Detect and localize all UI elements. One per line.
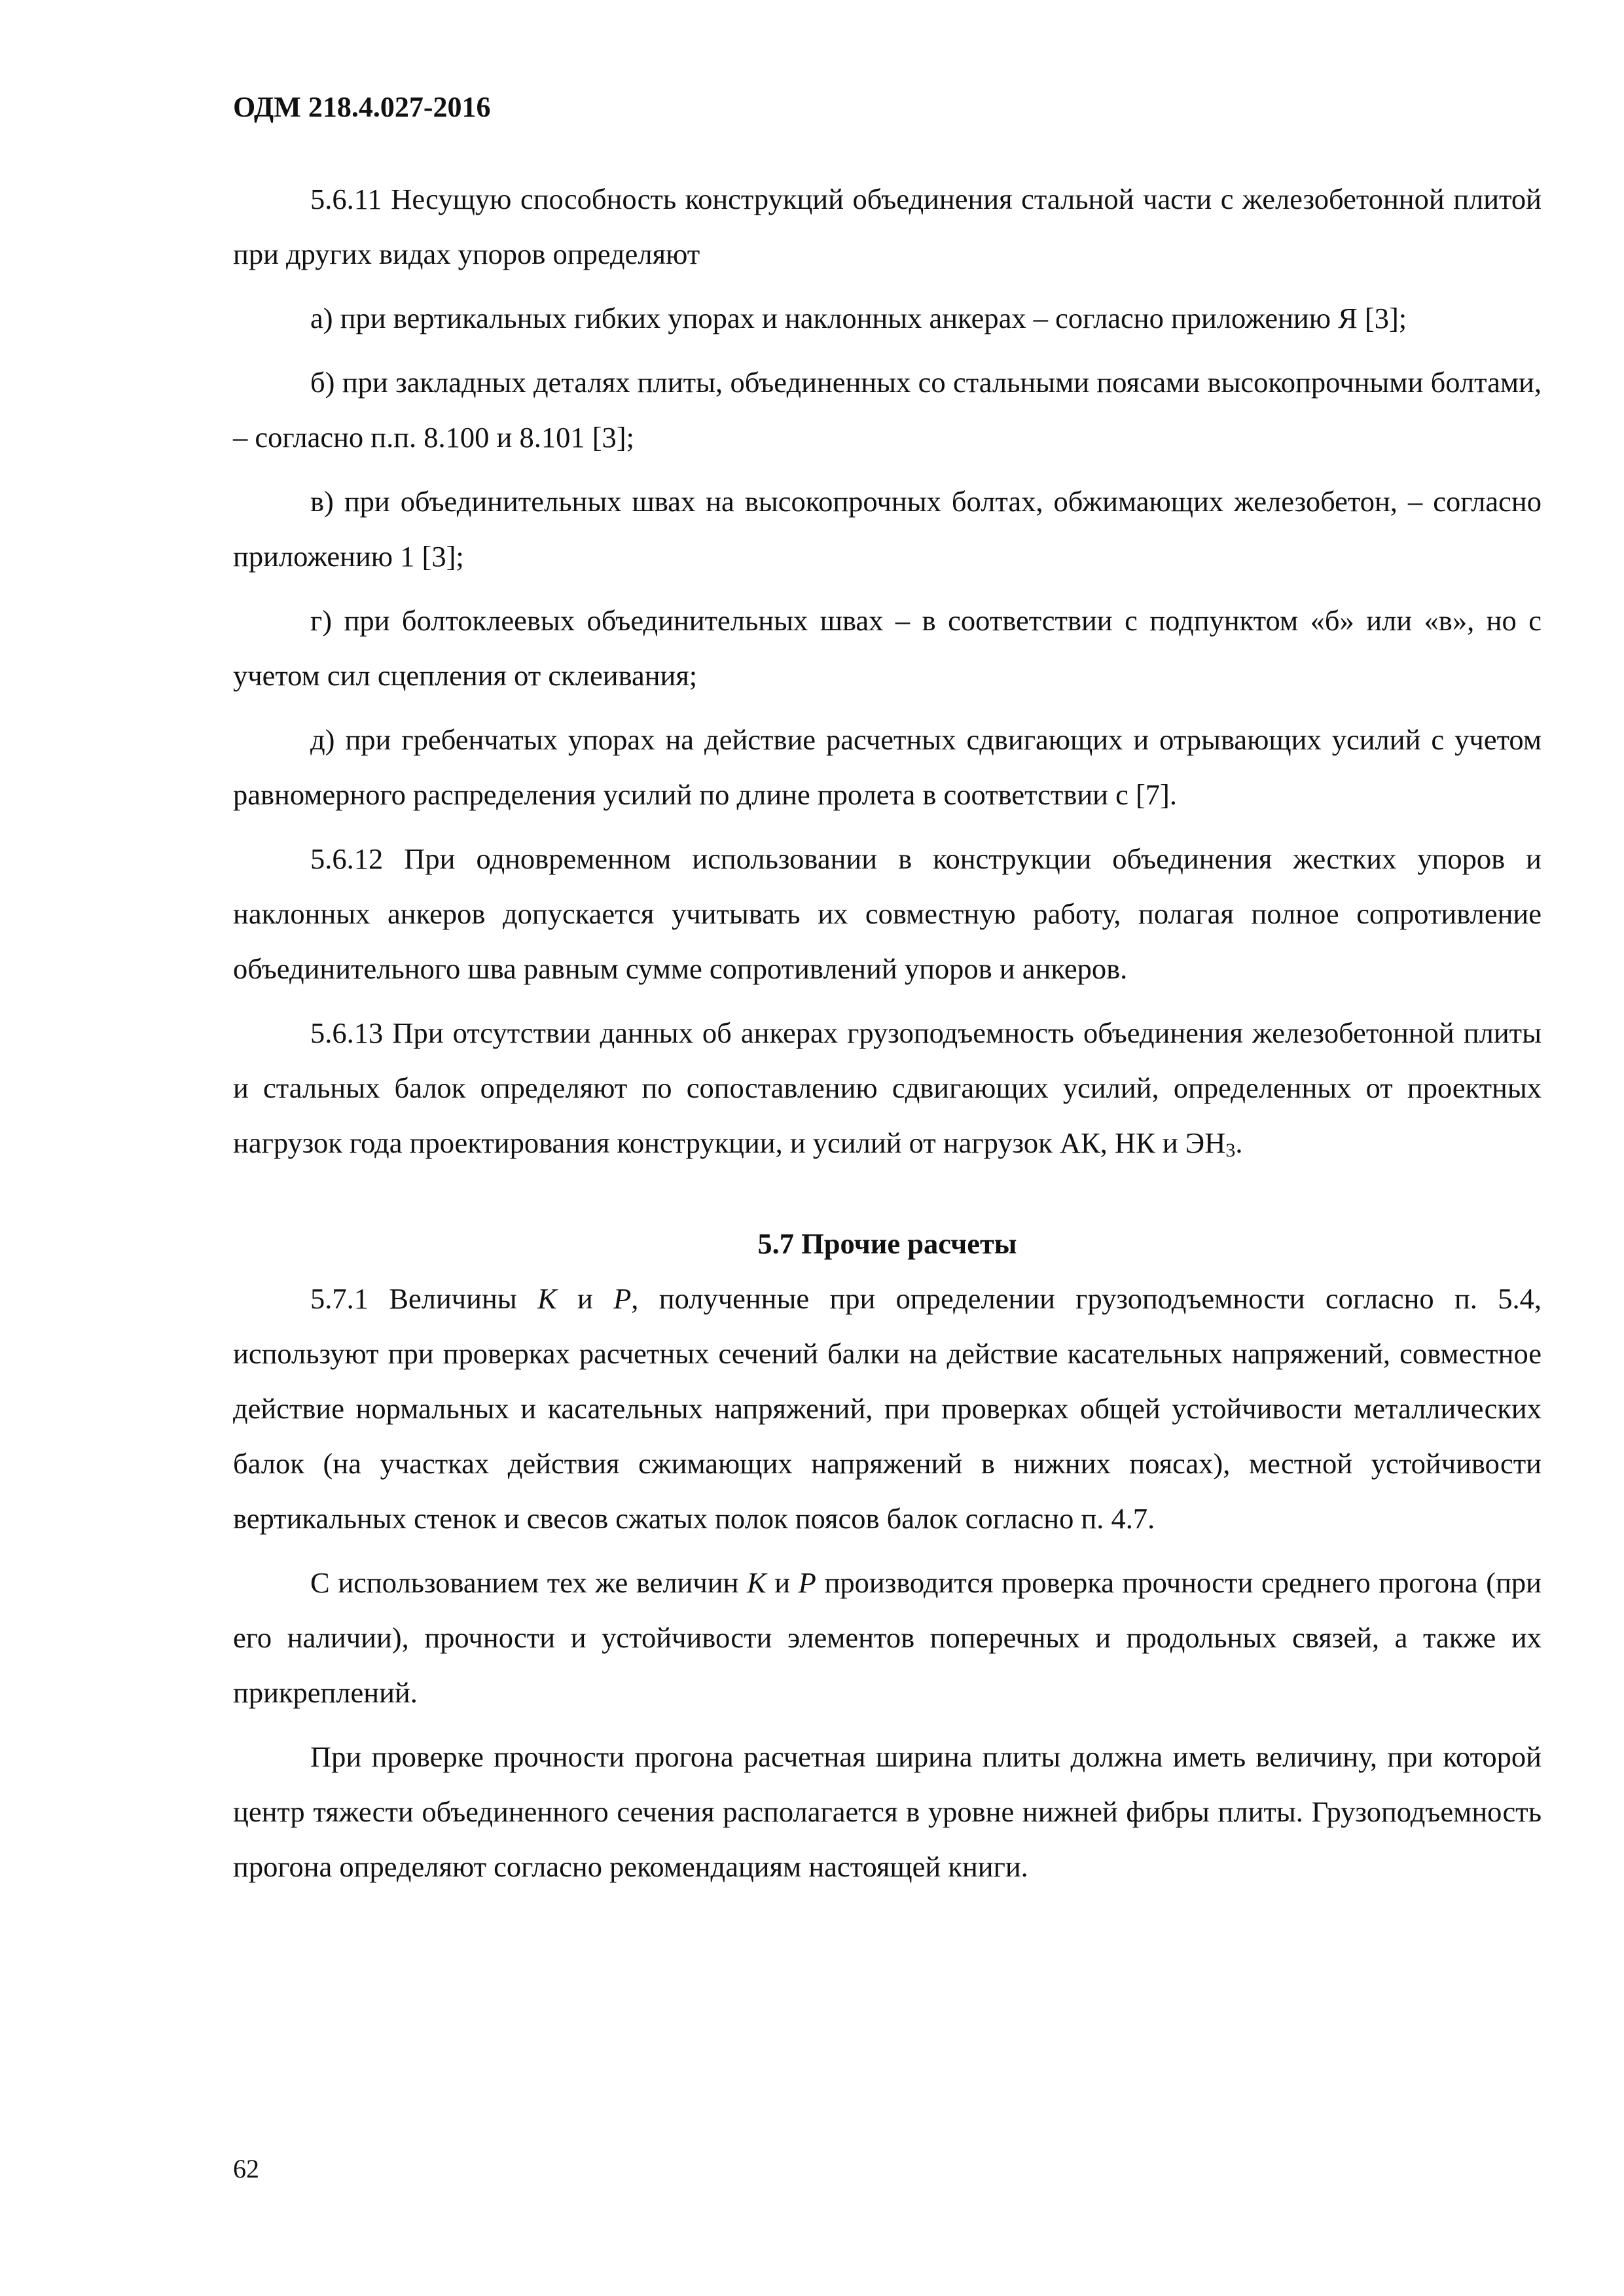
paragraph-5-7-1	[233, 1271, 1542, 1546]
paragraph-5-6-13-text: 5.6.13 При отсутствии данных об анкерах грузоподъемность объединения железобетонной плиты и стальных балок определяют по сопоставлению сдвигающих усилий, определенных от проектных нагрузок года проектирования конструкции, и усилий от нагрузок АК, НК и ЭН	[233, 1016, 1542, 1159]
list-item-v: в) при объединительных швах на высокопрочных болтах, обжимающих железобетон, – согласно приложению 1 [3];	[233, 485, 1542, 573]
subscript-3: 3	[1225, 1139, 1236, 1161]
document-body	[233, 171, 1542, 1894]
p571-and: и	[556, 1282, 614, 1315]
p571-part-a: 5.7.1 Величины	[310, 1282, 538, 1315]
pk-var-P: Р	[798, 1566, 816, 1599]
list-item-b: б) при закладных деталях плиты, объединенных со стальными поясами высокопрочными болтами, – согласно п.п. 8.100 и 8.101 [3];	[233, 366, 1542, 454]
paragraph-5-6-13	[233, 1005, 1542, 1170]
page-number: 62	[233, 2154, 259, 2183]
list-item-d: д) при гребенчатых упорах на действие расчетных сдвигающих и отрывающих усилий с учетом равномерного распределения усилий по длине пролета в соответствии с [7].	[233, 723, 1542, 811]
paragraph-same-values	[233, 1555, 1542, 1720]
pk-var-K: К	[747, 1566, 767, 1599]
pk-part-b: производится проверка прочности среднего прогона (при его наличии), прочности и устойчивости элементов поперечных и продольных связей, а также их прикреплений.	[233, 1566, 1542, 1709]
list-item-g: г) при болтоклеевых объединительных швах – в соответствии с подпунктом «б» или «в», но с учетом сил сцепления от склеивания;	[233, 604, 1542, 692]
paragraph-5-6-13-end: .	[1235, 1126, 1243, 1159]
pk-and: и	[766, 1566, 799, 1599]
section-title-5-7: 5.7 Прочие расчеты	[757, 1227, 1017, 1260]
paragraph-final: При проверке прочности прогона расчетная ширина плиты должна иметь величину, при которой центр тяжести объединенного сечения располагается в уровне нижней фибры плиты. Грузоподъемность прогона определяют согласно рекомендациям настоящей книги.	[233, 1740, 1542, 1883]
pk-part-a: С использованием тех же величин	[310, 1566, 748, 1599]
p571-part-b: , полученные при определении грузоподъемности согласно п. 5.4, используют при проверках расчетных сечений балки на действие касательных напряжений, совместное действие нормальных и касательных напряжений, при проверках общей устойчивости металлических балок (на участках действия сжимающих напряжений в нижних поясах), местной устойчивости вертикальных стенок и свесов сжатых полок поясов балок согласно п. 4.7.	[233, 1282, 1542, 1535]
paragraph-5-6-11: 5.6.11 Несущую способность конструкций объединения стальной части с железобетонной плитой при других видах упоров определяют	[233, 183, 1542, 270]
p571-var-P: Р	[613, 1282, 632, 1315]
list-item-a: а) при вертикальных гибких упорах и наклонных анкерах – согласно приложению Я [3];	[310, 302, 1407, 334]
paragraph-5-6-12: 5.6.12 При одновременном использовании в конструкции объединения жестких упоров и наклонных анкеров допускается учитывать их совместную работу, полагая полное сопротивление объединительного шва равным сумме сопротивлений упоров и анкеров.	[233, 842, 1542, 985]
document-code-header: ОДМ 218.4.027-2016	[233, 91, 491, 123]
p571-var-K: К	[537, 1282, 557, 1315]
